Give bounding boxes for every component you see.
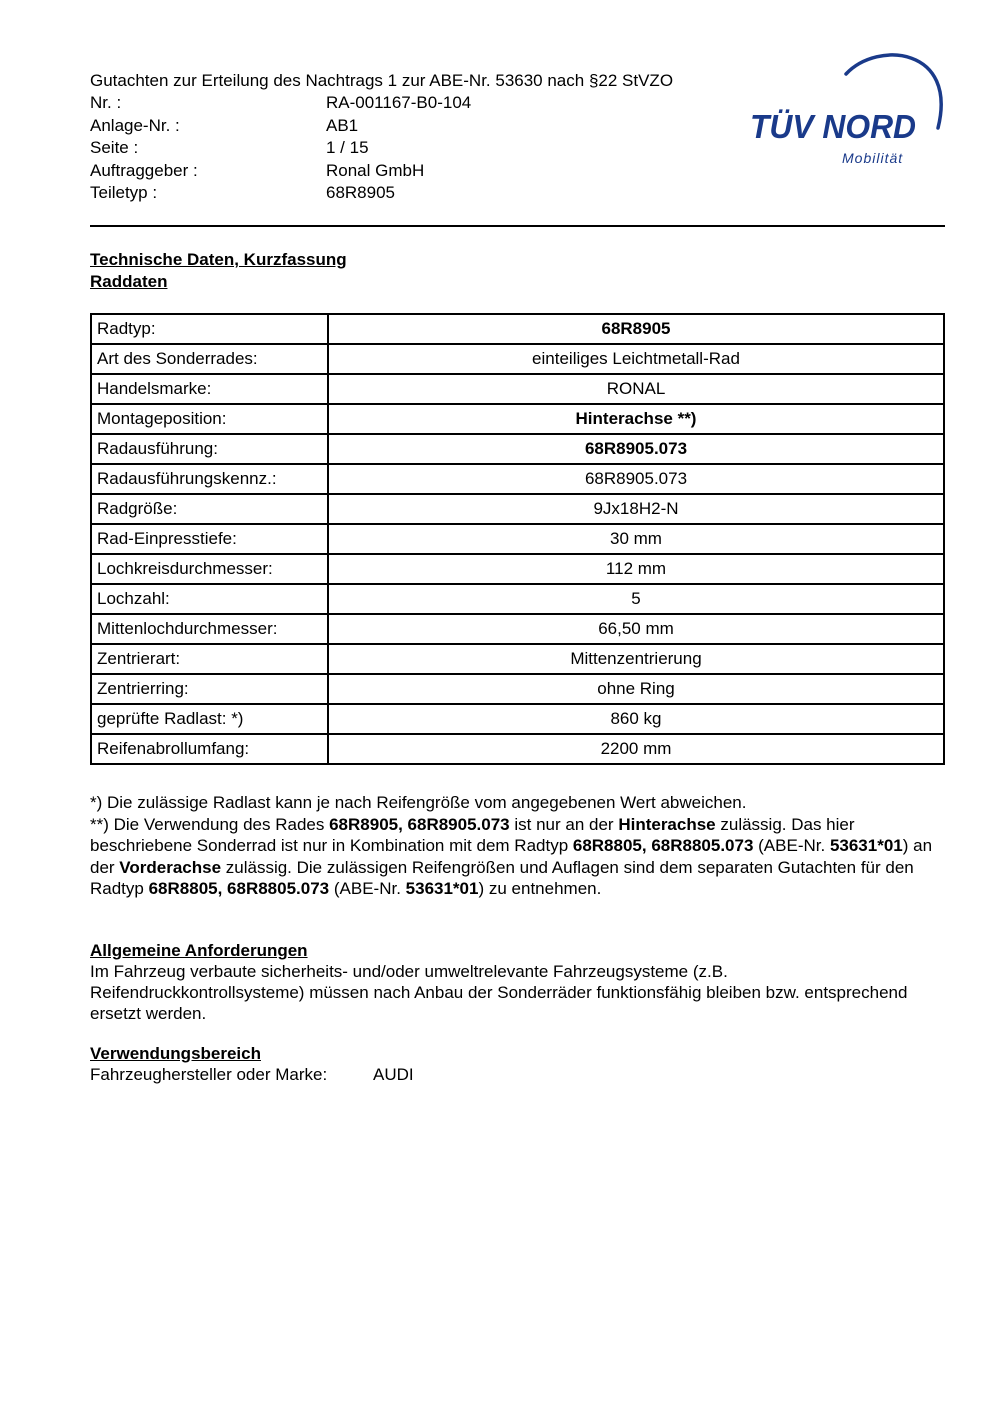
tuv-nord-logo (748, 48, 948, 170)
row-label: Reifenabrollumfang: (91, 734, 328, 764)
row-label: Art des Sonderrades: (91, 344, 328, 374)
meta-label: Nr. : (90, 93, 122, 112)
meta-value: 68R8905 (326, 183, 396, 202)
note-text: zulässig. Das hier beschriebene Sonderrad ist nur in Kombination mit dem Radtyp (90, 814, 855, 855)
row-value: 30 mm (328, 524, 944, 554)
row-value: ohne Ring (328, 674, 944, 704)
note-text: zulässig. Die zulässigen Reifengrößen und Auflagen sind dem separaten Gutachten für den Radtyp (90, 857, 914, 898)
note-bold: 53631*01 (405, 879, 479, 898)
row-value: 860 kg (328, 704, 944, 734)
table-row (91, 344, 944, 374)
section-title-general-requirements: Allgemeine Anforderungen (90, 941, 308, 960)
note-text: (ABE-Nr. (329, 879, 406, 898)
note-bold: Vorderachse (119, 857, 222, 877)
row-label: Zentrierring: (91, 674, 328, 704)
table-row (91, 734, 944, 764)
note-bold: Hinterachse (618, 814, 716, 834)
row-label: Radausführungskennz.: (91, 464, 328, 494)
meta-label: Auftraggeber : (90, 160, 198, 180)
row-value: 112 mm (328, 554, 944, 584)
row-label: Lochkreisdurchmesser: (91, 554, 328, 584)
logo-subtitle-text: Mobilität (842, 150, 904, 166)
row-value: 2200 mm (328, 734, 944, 764)
usage-row (90, 1064, 414, 1086)
row-value: 5 (328, 584, 944, 614)
note-text: ) an der (90, 836, 933, 877)
table-row (91, 434, 944, 464)
note-bold: 68R8805, 68R8805.073 (148, 879, 330, 898)
table-row (91, 404, 944, 434)
row-label: Montageposition: (91, 404, 328, 434)
row-value: einteiliges Leichtmetall-Rad (328, 344, 944, 374)
meta-row-anlage (90, 115, 471, 138)
section-title-usage: Verwendungsbereich (90, 1044, 261, 1063)
row-value: RONAL (328, 374, 944, 404)
table-row (91, 314, 944, 344)
row-value: 68R8905.073 (328, 434, 944, 464)
section-subtitle-wheel-data: Raddaten (90, 272, 168, 291)
row-value: 68R8905 (328, 314, 944, 344)
meta-value: Ronal GmbH (326, 160, 425, 180)
row-value: 66,50 mm (328, 614, 944, 644)
header-divider (90, 225, 945, 227)
row-label: Rad-Einpresstiefe: (91, 524, 328, 554)
row-value: 68R8905.073 (328, 464, 944, 494)
meta-label: Anlage-Nr. : (90, 115, 180, 135)
row-label: Zentrierart: (91, 644, 328, 674)
usage-label: Fahrzeughersteller oder Marke: (90, 1065, 328, 1084)
row-value: Hinterachse **) (328, 404, 944, 434)
row-label: Lochzahl: (91, 584, 328, 614)
row-value: Mittenzentrierung (328, 644, 944, 674)
section-title-technical-data: Technische Daten, Kurzfassung (90, 250, 347, 269)
table-row (91, 584, 944, 614)
meta-label: Teiletyp : (90, 183, 158, 202)
table-row (91, 614, 944, 644)
meta-value: AB1 (326, 115, 359, 135)
meta-value: RA-001167-B0-104 (326, 93, 472, 112)
row-label: Mittenlochdurchmesser: (91, 614, 328, 644)
footnote-radlast: *) Die zulässige Radlast kann je nach Reifengröße vom angegebenen Wert abweichen. (90, 793, 747, 812)
table-row (91, 554, 944, 584)
table-row (91, 674, 944, 704)
document-title: Gutachten zur Erteilung des Nachtrags 1 zur ABE-Nr. 53630 nach §22 StVZO (90, 71, 674, 90)
row-label: geprüfte Radlast: *) (91, 704, 328, 734)
meta-row-seite (90, 137, 471, 160)
table-row (91, 374, 944, 404)
usage-value: AUDI (373, 1065, 414, 1084)
meta-label: Seite : (90, 138, 139, 157)
row-label: Radtyp: (91, 314, 328, 344)
row-label: Radgröße: (91, 494, 328, 524)
table-row (91, 494, 944, 524)
general-requirements-text (90, 961, 945, 1024)
footnotes (90, 792, 945, 900)
meta-row-nr (90, 92, 471, 115)
meta-value: 1 / 15 (326, 138, 369, 157)
table-row (91, 704, 944, 734)
note-text: ist nur an der (509, 814, 619, 834)
logo-brand-text: TÜV NORD (750, 108, 916, 145)
table-row (91, 464, 944, 494)
wheel-data-table (90, 313, 945, 765)
paragraph: Im Fahrzeug verbaute sicherheits- und/oder umweltrelevante Fahrzeugsysteme (z.B. Reifendruckkontrollsysteme) müssen nach Anbau der Sonderräder funktionsfähig bleiben bzw. entsprechend ersetzt werden. (90, 962, 908, 1023)
note-text: **) Die Verwendung des Rades (90, 814, 330, 834)
meta-row-auftraggeber (90, 160, 471, 183)
table-row (91, 524, 944, 554)
note-text: (ABE-Nr. (753, 836, 830, 855)
row-label: Handelsmarke: (91, 374, 328, 404)
footnote-hinterachse (90, 814, 945, 900)
document-meta (90, 92, 471, 205)
meta-row-teiletyp (90, 182, 471, 205)
row-label: Radausführung: (91, 434, 328, 464)
row-value: 9Jx18H2-N (328, 494, 944, 524)
table-row (91, 644, 944, 674)
note-bold: 53631*01 (829, 836, 903, 855)
note-text: ) zu entnehmen. (478, 879, 602, 898)
note-bold: 68R8805, 68R8805.073 (572, 836, 754, 855)
note-bold: 68R8905, 68R8905.073 (329, 814, 510, 834)
